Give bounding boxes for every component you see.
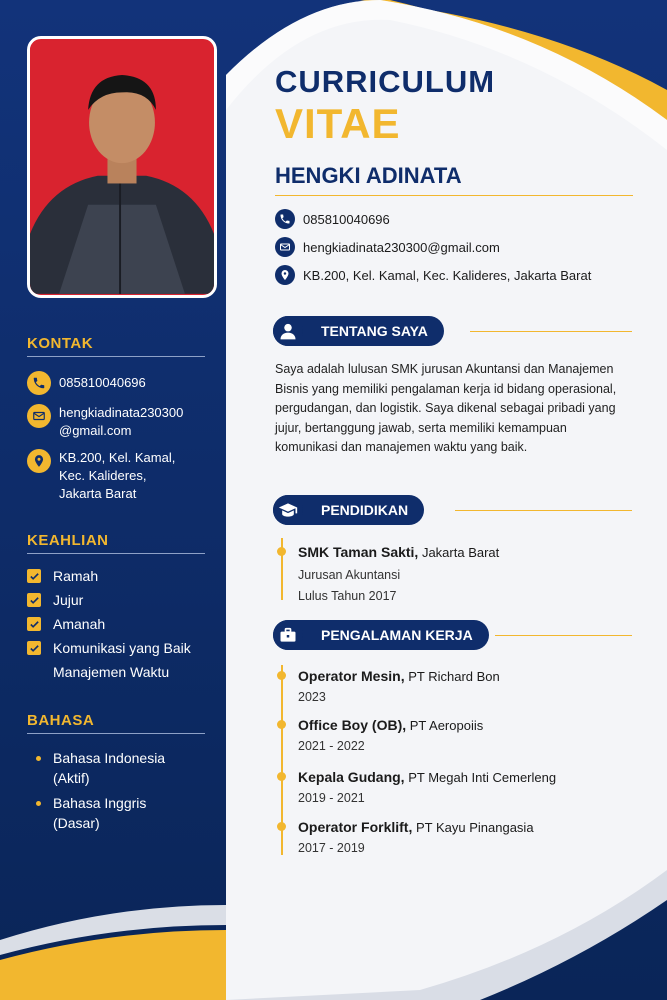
experience-period-4: 2017 - 2019	[298, 841, 365, 855]
graduation-cap-icon	[273, 495, 303, 525]
skill-label-2: Jujur	[53, 592, 84, 608]
title-vitae: VITAE	[275, 100, 401, 147]
checkbox-icon	[27, 593, 41, 607]
briefcase-icon	[273, 620, 303, 650]
sidebar-email-text: hengkiadinata230300 @gmail.com	[59, 405, 184, 438]
education-divider	[455, 510, 632, 511]
top-email	[275, 237, 500, 257]
school-name: SMK Taman Sakti,	[298, 544, 419, 560]
language-item-1	[36, 748, 165, 788]
about-text: Saya adalah lulusan SMK jurusan Akuntansi dan Manajemen Bisnis yang memiliki pengalaman kerja id bidang operasional, pergudangan, dan logistik. Saya dikenal sebagai pribadi yang jujur, bertanggung jawab, serta memiliki kemampuan komunikasi dan manajemen waktu yang baik.	[275, 362, 617, 454]
title-curriculum: CURRICULUM	[275, 64, 496, 99]
experience-period-2: 2021 - 2022	[298, 739, 365, 753]
email-icon	[275, 237, 295, 257]
about-section-header	[273, 316, 444, 346]
experience-item-3	[298, 769, 556, 785]
profile-photo	[27, 36, 217, 298]
skill-item-3	[27, 616, 105, 632]
experience-role-4: Operator Forklift,	[298, 819, 413, 835]
experience-dot-1	[277, 671, 286, 680]
experience-company-2: PT Aeropoiis	[409, 718, 484, 733]
language-section-title: BAHASA	[27, 712, 95, 729]
top-phone-text: 085810040696	[303, 211, 390, 227]
contact-section-title: KONTAK	[27, 335, 94, 352]
education-major: Jurusan Akuntansi	[298, 568, 401, 582]
skill-item-5: Manajemen Waktu	[53, 664, 170, 680]
person-portrait-icon	[30, 39, 214, 295]
experience-period-3: 2019 - 2021	[298, 791, 365, 805]
skill-label-3: Amanah	[53, 616, 106, 632]
skill-label-1: Ramah	[53, 568, 99, 584]
sidebar-phone-text: 085810040696	[59, 375, 146, 390]
experience-item-4	[298, 819, 534, 835]
education-dot	[277, 547, 286, 556]
experience-company-3: PT Megah Inti Cemerleng	[408, 770, 557, 785]
sidebar-address-text: KB.200, Kel. Kamal, Kec. Kalideres, Jakarta Barat	[59, 450, 176, 501]
phone-icon	[27, 371, 51, 395]
skill-item-1	[27, 568, 98, 584]
email-icon	[27, 404, 51, 428]
experience-role-2: Office Boy (OB),	[298, 717, 407, 733]
location-icon	[27, 449, 51, 473]
skills-section-title: KEAHLIAN	[27, 532, 109, 549]
education-school	[298, 544, 499, 560]
bullet-icon	[36, 801, 41, 806]
sidebar-email	[27, 404, 183, 440]
language-divider	[27, 733, 205, 734]
experience-dot-3	[277, 772, 286, 781]
full-name: HENGKI ADINATA	[275, 163, 462, 188]
experience-company-1: PT Richard Bon	[408, 669, 500, 684]
experience-role-3: Kepala Gudang,	[298, 769, 405, 785]
experience-role-1: Operator Mesin,	[298, 668, 405, 684]
experience-dot-4	[277, 822, 286, 831]
school-location: Jakarta Barat	[421, 545, 500, 560]
skill-item-4	[27, 640, 191, 656]
experience-item-1	[298, 668, 500, 684]
language-label-2: Bahasa Inggris (Dasar)	[53, 795, 147, 831]
sidebar-address	[27, 449, 175, 503]
top-email-text: hengkiadinata230300@gmail.com	[303, 239, 500, 255]
top-address-text: KB.200, Kel. Kamal, Kec. Kalideres, Jakarta Barat	[303, 267, 592, 283]
contact-divider	[27, 356, 205, 357]
language-item-2	[36, 793, 146, 833]
phone-icon	[275, 209, 295, 229]
experience-divider	[495, 635, 632, 636]
experience-item-2	[298, 717, 483, 733]
user-icon	[273, 316, 303, 346]
sidebar-phone	[27, 371, 146, 395]
checkbox-icon	[27, 641, 41, 655]
education-graduation: Lulus Tahun 2017	[298, 589, 397, 603]
about-title: TENTANG SAYA	[321, 323, 428, 339]
experience-company-4: PT Kayu Pinangasia	[415, 820, 534, 835]
skills-divider	[27, 553, 205, 554]
top-address	[275, 265, 591, 285]
experience-period-1: 2023	[298, 690, 326, 704]
location-icon	[275, 265, 295, 285]
checkbox-icon	[27, 617, 41, 631]
experience-dot-2	[277, 720, 286, 729]
education-section-header	[273, 495, 424, 525]
language-label-1: Bahasa Indonesia (Aktif)	[53, 750, 166, 786]
top-phone	[275, 209, 390, 229]
education-title: PENDIDIKAN	[321, 502, 409, 518]
experience-title: PENGALAMAN KERJA	[321, 627, 473, 643]
name-divider	[275, 195, 633, 196]
skill-label-4: Komunikasi yang Baik	[53, 640, 191, 656]
experience-section-header	[273, 620, 489, 650]
skill-item-2	[27, 592, 83, 608]
bullet-icon	[36, 756, 41, 761]
about-divider	[470, 331, 632, 332]
checkbox-icon	[27, 569, 41, 583]
